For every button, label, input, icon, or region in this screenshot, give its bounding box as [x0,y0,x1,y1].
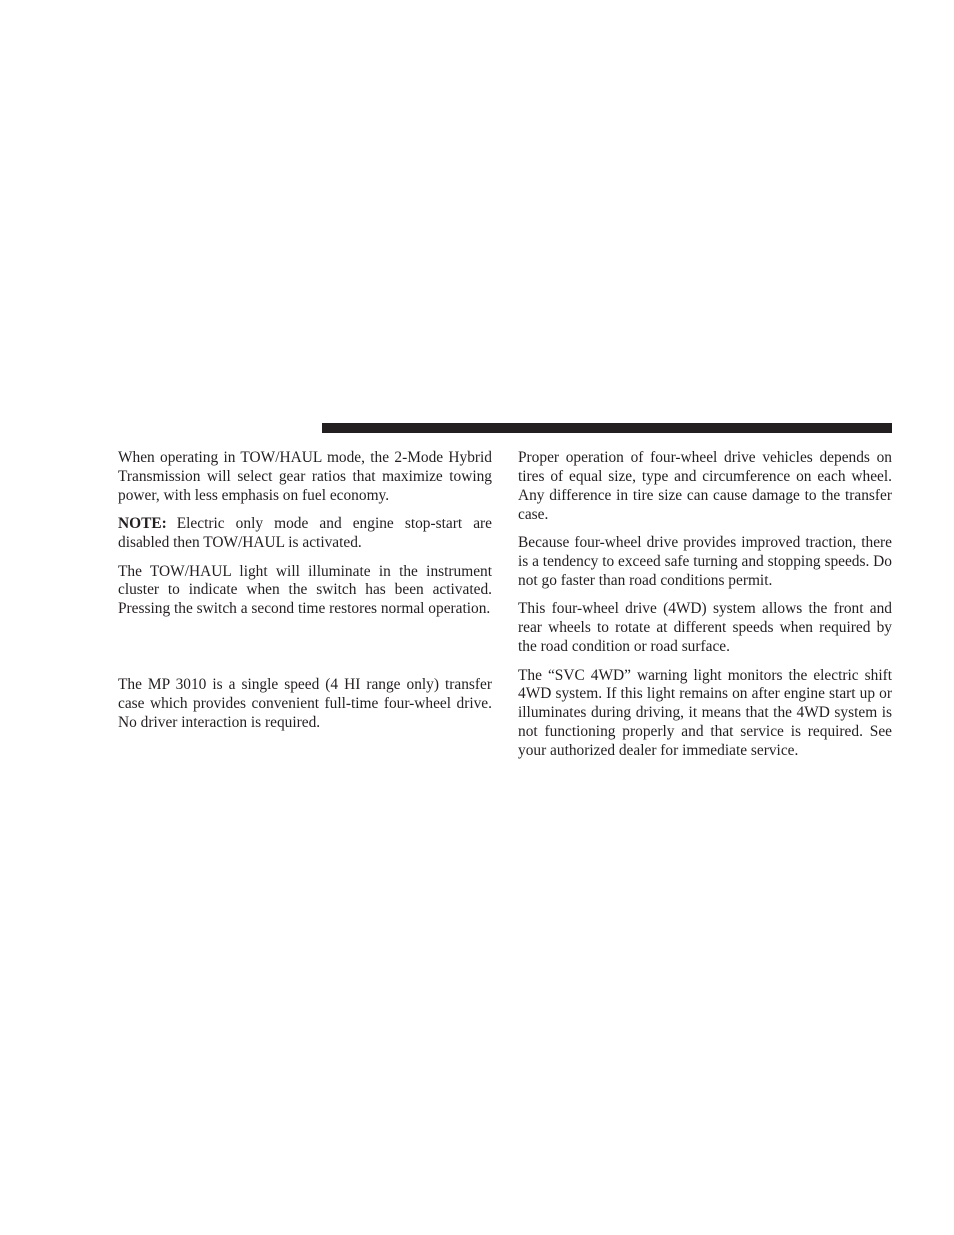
left-column [118,449,492,742]
note-text: Electric only mode and engine stop-start are disabled then TOW/HAUL is activated. [118,515,492,552]
traction-paragraph: Because four-wheel drive provides improved traction, there is a tendency to exceed safe turning and stopping speeds. Do not go faster than road conditions permit. [518,534,892,589]
right-column [518,449,892,771]
tire-size-paragraph: Proper operation of four-wheel drive vehicles depends on tires of equal size, type and circumference on each wheel. Any difference in tire size can cause damage to the transfer case. [518,449,892,523]
tow-haul-light-paragraph: The TOW/HAUL light will illuminate in the instrument cluster to indicate when the switch has been activated. Pressing the switch a second time restores normal operation. [118,562,492,618]
note-paragraph [118,515,492,553]
mp3010-paragraph: The MP 3010 is a single speed (4 HI range only) transfer case which provides convenient full-time four-wheel drive. No driver interaction is required. [118,675,492,731]
tow-haul-paragraph: When operating in TOW/HAUL mode, the 2-Mode Hybrid Transmission will select gear ratios that maximize towing power, with less emphasis on fuel economy. [118,449,492,504]
section-rule-bar [322,423,892,433]
heading-gap [118,629,492,676]
svc-4wd-paragraph: The “SVC 4WD” warning light monitors the electric shift 4WD system. If this light remains on after engine start up or illuminates during driving, it means that the 4WD system is not functioning properly and that service is required. See your authorized dealer for immediate service. [518,666,892,760]
4wd-system-paragraph: This four-wheel drive (4WD) system allows the front and rear wheels to rotate at different speeds when required by the road condition or road surface. [518,600,892,656]
note-label: NOTE: [118,515,167,533]
